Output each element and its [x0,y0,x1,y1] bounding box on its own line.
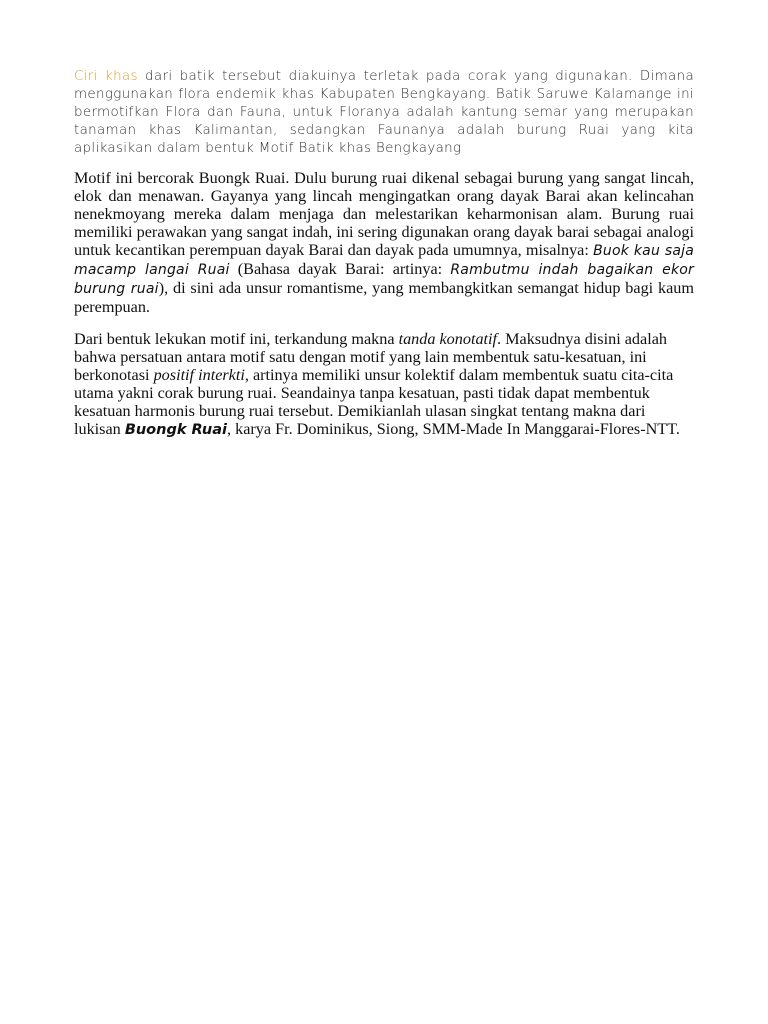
document-page [74,68,694,453]
italic-term-tanda-konotatif: tanda konotatif [398,330,498,348]
paragraph-text: Dari bentuk lekukan motif ini, terkandung makna [74,330,399,348]
italic-phrase-barai: Buok kau saja macamp langai Ruai [74,243,694,278]
paragraph-motif-meaning [74,330,694,439]
paragraph-text: dari batik tersebut diakuinya terletak pada corak yang digunakan. Dimana menggunakan flora endemik khas Kabupaten Bengkayang. Batik Saruwe Kalamange ini bermotifkan Flora dan Fauna, untuk Floranya adalah kantung semar yang merupakan tanaman khas Kalimantan, sedangkan Faunanya adalah burung Ruai yang kita aplikasikan dalam bentuk Motif Batik khas Bengkayang [74,69,694,156]
paragraph-batik-description [74,68,694,158]
accent-link-text[interactable]: Ciri khas [74,69,138,84]
paragraph-text: Motif ini bercorak Buongk Ruai. Dulu burung ruai dikenal sebagai burung yang sangat lincah, elok dan menawan. Gayanya yang lincah mengingatkan orang dayak Barai akan kelincahan nenekmoyang mereka dalam menjaga dan melestarikan keharmonisan alam. Burung ruai memiliki perawakan yang sangat indah, ini sering digunakan orang dayak barai sebagai analogi untuk kecantikan perempuan dayak Barai dan dayak pada umumnya, misalnya: [74,169,694,259]
paragraph-text: . Maksudnya disini adalah bahwa persatuan antara motif satu dengan motif yang lain membentuk satu-kesatuan, ini berkonotasi [74,330,667,384]
bold-italic-artwork-title: Buongk Ruai [124,422,227,438]
paragraph-text: , artinya memiliki unsur kolektif dalam membentuk suatu cita-cita utama yakni corak burung ruai. Seandainya tanpa kesatuan, pasti tidak dapat membentuk kesatuan harmonis burung ruai tersebut. Demikianlah ulasan singkat tentang makna dari lukisan [74,366,674,438]
italic-term-positif-interkti: positif interkti [153,366,245,384]
paragraph-text: ), di sini ada unsur romantisme, yang membangkitkan semangat hidup bagi kaum perempuan. [74,279,694,316]
italic-phrase-translation: Rambutmu indah bagaikan ekor burung ruai [74,262,694,297]
paragraph-motif-buongk-ruai [74,169,694,316]
paragraph-text: (Bahasa dayak Barai: artinya: [229,260,451,278]
paragraph-text: , karya Fr. Dominikus, Siong, SMM-Made In Manggarai-Flores-NTT. [227,420,680,438]
